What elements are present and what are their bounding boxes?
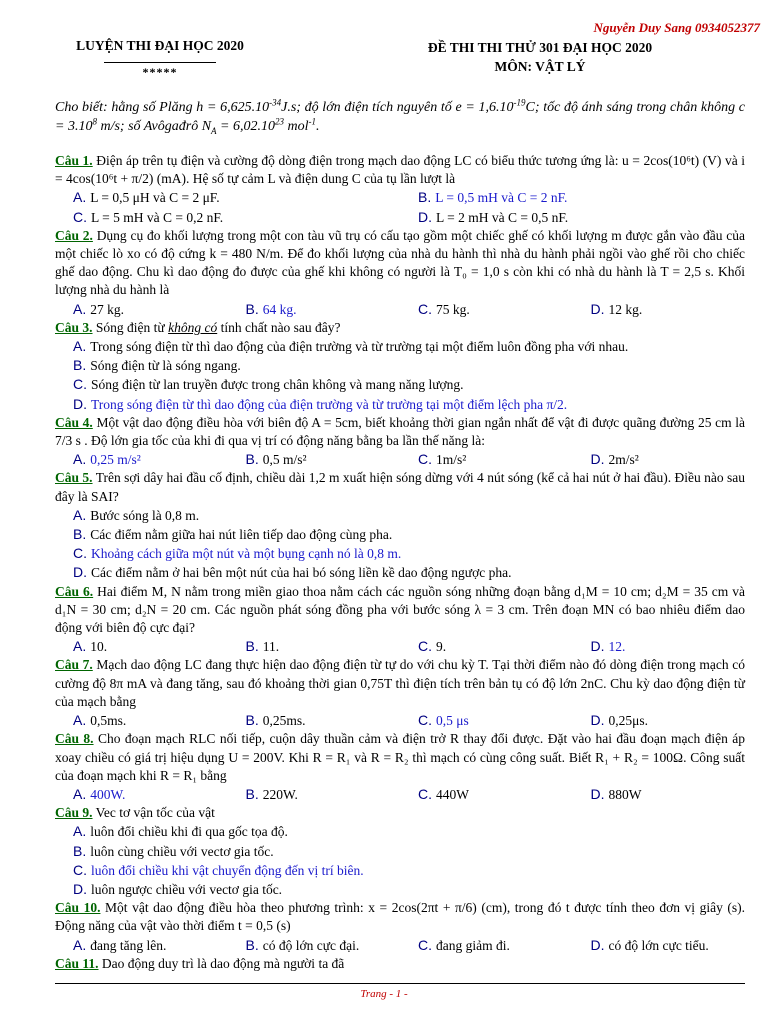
constants-note: Cho biết: hằng số Plăng $h = 6,625.10^{-34}J.s$; độ lớn điện tích nguyên tố $e = 1,6.10^{-19}C$; tốc độ ánh sáng trong chân không $c = 3.10^8$ m/s; số Avôgađrô $N_A = 6,02.10^{23}$ mol$^{-1}$. bbox=[55, 97, 745, 136]
option-letter: D. bbox=[590, 638, 605, 655]
option-b[interactable] bbox=[228, 300, 401, 319]
option-c[interactable] bbox=[400, 936, 573, 955]
option-letter: B. bbox=[245, 300, 259, 317]
question-text: Mạch dao động LC đang thực hiện dao động điện từ tự do với chu kỳ T. Tại thời điểm nào đó dòng điện trong mạch có cường độ 8π mA và đang tăng, sau đó khoảng thời gian 0,75T thì điện tích trên bản tụ có độ lớn 2nC. Chu kỳ dao động điện từ của mạch bằng bbox=[55, 657, 745, 709]
option-a[interactable] bbox=[55, 300, 228, 319]
options-row bbox=[55, 637, 745, 656]
option-c[interactable] bbox=[55, 861, 745, 880]
option-letter: B. bbox=[73, 357, 87, 374]
option-text: luôn đổi chiều khi vật chuyển động đến vị trí biên. bbox=[91, 862, 364, 878]
option-text: L = 5 mH và C = 0,2 nF. bbox=[91, 209, 224, 225]
question-9 bbox=[55, 804, 745, 822]
option-letter: A. bbox=[73, 300, 87, 317]
option-b[interactable] bbox=[228, 785, 401, 804]
option-c[interactable] bbox=[55, 375, 745, 394]
option-a[interactable] bbox=[55, 936, 228, 955]
option-c[interactable] bbox=[400, 300, 573, 319]
option-letter: A. bbox=[73, 712, 87, 729]
option-a[interactable] bbox=[55, 506, 745, 525]
question-text: Một vật dao động điều hòa theo phương trình: x = 2cos(2πt + π/6) (cm), trong đó t được tính theo đơn vị giây (s). Động năng của vật vào thời điểm t = 0,5 (s) bbox=[55, 900, 745, 934]
question-label: Câu 5. bbox=[55, 470, 93, 486]
option-d[interactable] bbox=[573, 300, 746, 319]
option-text: Bước sóng là 0,8 m. bbox=[90, 507, 200, 523]
option-a[interactable] bbox=[55, 711, 228, 730]
option-b[interactable] bbox=[400, 188, 745, 207]
option-text: 2m/s² bbox=[608, 452, 639, 468]
question-label: Câu 1. bbox=[55, 153, 93, 168]
option-letter: B. bbox=[418, 189, 432, 206]
option-b[interactable] bbox=[228, 936, 401, 955]
question-label: Câu 6. bbox=[55, 583, 94, 599]
option-text: 0,5ms. bbox=[90, 713, 127, 729]
question-text: Vec tơ vận tốc của vật bbox=[95, 805, 215, 821]
question-label: Câu 2. bbox=[55, 227, 93, 243]
option-text: luôn đổi chiều khi đi qua gốc tọa độ. bbox=[90, 824, 288, 840]
option-d[interactable] bbox=[573, 450, 746, 469]
option-text: 220W. bbox=[262, 786, 298, 802]
option-text: 0,5 m/s² bbox=[262, 452, 307, 468]
option-letter: D. bbox=[590, 936, 605, 953]
option-c[interactable] bbox=[400, 450, 573, 469]
question-11 bbox=[55, 955, 745, 973]
option-letter: A. bbox=[73, 785, 87, 802]
question-label: Câu 10. bbox=[55, 900, 101, 916]
question-2 bbox=[55, 227, 745, 300]
question-list bbox=[55, 152, 745, 973]
options-row bbox=[55, 300, 745, 319]
question-5 bbox=[55, 469, 745, 505]
option-c[interactable] bbox=[400, 637, 573, 656]
option-text: Trong sóng điện từ thì dao động của điện trường và từ trường tại một điểm lệch pha π/2. bbox=[91, 396, 568, 412]
option-letter: B. bbox=[245, 785, 259, 802]
option-text: 440W bbox=[436, 786, 469, 802]
option-letter: C. bbox=[418, 936, 432, 953]
option-text: 64 kg. bbox=[262, 301, 297, 317]
question-6 bbox=[55, 583, 745, 638]
option-letter: D. bbox=[73, 564, 87, 581]
option-a[interactable] bbox=[55, 637, 228, 656]
question-text: Hai điểm M, N nằm trong miền giao thoa nằm cách các nguồn sóng những đoạn bằng d₁M = 10 cm; d₂M = 35 cm và d₁N = 30 cm; d₂N = 20 cm. Các nguồn phát sóng đồng pha với bước sóng λ = 3 cm. Trên đoạn MN có bao nhiêu điểm dao động với biên độ cực đại? bbox=[55, 583, 745, 636]
question-text: Sóng điện từ bbox=[95, 319, 169, 335]
option-text: 12 kg. bbox=[608, 301, 643, 317]
option-letter: C. bbox=[73, 545, 87, 562]
option-text: 75 kg. bbox=[436, 301, 470, 317]
option-c[interactable] bbox=[55, 208, 400, 227]
option-letter: B. bbox=[245, 638, 259, 655]
author-credit: Nguyễn Duy Sang 0934052377 bbox=[593, 20, 760, 35]
options-row bbox=[55, 450, 745, 469]
question-text: Dụng cụ đo khối lượng trong một con tàu vũ trụ có cấu tạo gồm một chiếc ghế có khối lượng m được gắn vào đầu của một chiếc lò xo có độ cứng k = 480 N/m. Để đo khối lượng của nhà du hành thì nhà du hành phải ngồi vào ghế rồi cho chiếc ghế dao động. Chu kì dao động đo được của ghế khi không có người là T₀ = 1,0 s còn khi có nhà du hành là T = 2,5 s. Khối lượng nhà du hành là bbox=[55, 227, 745, 298]
option-letter: B. bbox=[245, 451, 259, 468]
option-text: Sóng điện từ lan truyền được trong chân không và mang năng lượng. bbox=[91, 377, 464, 393]
option-a[interactable] bbox=[55, 188, 400, 207]
question-text: Trên sợi dây hai đầu cố định, chiều dài 1,2 m xuất hiện sóng dừng với 4 nút sóng (kể cả hai nút ở hai đầu). Điều nào sau đây là SAI? bbox=[55, 470, 745, 504]
option-letter: D. bbox=[590, 300, 605, 317]
option-text: Các điểm nằm ở hai bên một nút của hai bó sóng liền kề dao động ngược pha. bbox=[91, 565, 512, 581]
option-letter: C. bbox=[418, 785, 432, 802]
option-d[interactable] bbox=[55, 395, 745, 414]
option-letter: A. bbox=[73, 189, 87, 206]
options-row bbox=[55, 711, 745, 730]
page-number: Trang - 1 - bbox=[360, 988, 408, 1000]
question-text: Cho đoạn mạch RLC nối tiếp, cuộn dây thuần cảm và điện trở R thay đổi được. Đặt vào hai đầu đoạn mạch điện áp xoay chiều có giá trị hiệu dụng U = 200V. Khi R = R₁ và R = R₂ thì mạch có cùng công suất. Biết R₁ + R₂ = 100Ω. Công suất của đoạn mạch khi R = R₁ bằng bbox=[55, 731, 746, 783]
question-emphasis: không có bbox=[168, 319, 218, 335]
option-text: L = 0,5 μH và C = 2 μF. bbox=[90, 190, 220, 206]
option-text: 12. bbox=[608, 639, 626, 655]
question-8 bbox=[55, 730, 745, 785]
option-letter: D. bbox=[590, 785, 605, 802]
option-text: L = 2 mH và C = 0,5 nF. bbox=[436, 209, 569, 225]
question-label: Câu 4. bbox=[55, 414, 93, 430]
option-letter: B. bbox=[73, 842, 87, 859]
option-text: 1m/s² bbox=[436, 452, 467, 468]
option-b[interactable] bbox=[228, 637, 401, 656]
option-b[interactable] bbox=[55, 842, 745, 861]
option-text: Các điểm nằm giữa hai nút liên tiếp dao động cùng pha. bbox=[90, 527, 393, 543]
header-left bbox=[70, 38, 250, 80]
option-letter: A. bbox=[73, 638, 87, 655]
option-letter: A. bbox=[73, 506, 87, 523]
option-letter: C. bbox=[73, 376, 87, 393]
option-text: Sóng điện từ là sóng ngang. bbox=[90, 358, 241, 374]
option-letter: A. bbox=[73, 936, 87, 953]
option-a[interactable] bbox=[55, 822, 745, 841]
question-label: Câu 9. bbox=[55, 805, 93, 821]
option-text: 0,25 m/s² bbox=[90, 452, 141, 468]
option-letter: C. bbox=[418, 712, 432, 729]
options-row bbox=[55, 936, 745, 955]
options-row bbox=[55, 785, 745, 804]
option-d[interactable] bbox=[55, 563, 745, 582]
divider bbox=[104, 62, 216, 63]
question-3 bbox=[55, 319, 745, 337]
option-text: Khoảng cách giữa một nút và một bụng cạnh nó là 0,8 m. bbox=[91, 546, 402, 562]
option-text: đang giảm đi. bbox=[436, 937, 510, 953]
option-letter: D. bbox=[73, 880, 87, 897]
question-label: Câu 11. bbox=[55, 955, 99, 971]
option-c[interactable] bbox=[400, 711, 573, 730]
header-right bbox=[370, 38, 710, 76]
options-row bbox=[55, 208, 745, 227]
option-letter: B. bbox=[245, 936, 259, 953]
options-row bbox=[55, 188, 745, 207]
option-d[interactable] bbox=[573, 936, 746, 955]
option-b[interactable] bbox=[55, 356, 745, 375]
option-letter: C. bbox=[73, 208, 87, 225]
option-letter: D. bbox=[418, 208, 432, 225]
question-text: Một vật dao động điều hòa với biên độ A = 5cm, biết khoảng thời gian ngắn nhất để vật đi được quãng đường 25 cm là 7/3 s . Độ lớn gia tốc của khi đi qua vị trí có động năng bằng ba lần thế năng là: bbox=[55, 414, 745, 449]
question-label: Câu 8. bbox=[55, 731, 94, 747]
option-text: 880W bbox=[608, 786, 642, 802]
footer-divider bbox=[55, 983, 745, 984]
option-letter: C. bbox=[418, 451, 432, 468]
option-letter: A. bbox=[73, 451, 87, 468]
question-text: Điện áp trên tụ điện và cường độ dòng điện trong mạch dao động LC có biểu thức tương ứng là: u = 2cos(10⁶t) (V) và i = 4cos(10⁶t + π/2) (mA). Hệ số tự cảm L và điện dung C của tụ lần lượt là bbox=[55, 153, 746, 187]
option-letter: D. bbox=[590, 451, 605, 468]
option-text: Trong sóng điện từ thì dao động của điện trường và từ trường tại một điểm luôn đồng pha với nhau. bbox=[90, 339, 629, 355]
option-text: có độ lớn cực đại. bbox=[262, 937, 360, 953]
option-c[interactable] bbox=[55, 544, 745, 563]
option-d[interactable] bbox=[573, 785, 746, 804]
option-b[interactable] bbox=[228, 711, 401, 730]
option-a[interactable] bbox=[55, 337, 745, 356]
option-letter: D. bbox=[73, 395, 87, 412]
option-d[interactable] bbox=[55, 880, 745, 899]
option-text: 400W. bbox=[90, 786, 126, 802]
option-a[interactable] bbox=[55, 450, 228, 469]
exam-title: ĐỀ THI THI THỬ 301 ĐẠI HỌC 2020 bbox=[427, 40, 653, 55]
option-text: có độ lớn cực tiểu. bbox=[608, 937, 709, 953]
question-7 bbox=[55, 656, 745, 711]
option-letter: B. bbox=[245, 712, 259, 729]
option-text: 0,5 μs bbox=[436, 713, 469, 729]
question-label: Câu 7. bbox=[55, 657, 93, 673]
stars-ornament: ***** bbox=[142, 65, 178, 79]
option-letter: A. bbox=[73, 823, 87, 840]
option-letter: C. bbox=[418, 638, 432, 655]
option-text: 11. bbox=[262, 639, 280, 655]
option-text: 0,25ms. bbox=[262, 713, 306, 729]
option-text: 10. bbox=[90, 639, 108, 655]
option-b[interactable] bbox=[55, 525, 745, 544]
question-10 bbox=[55, 899, 745, 935]
option-letter: C. bbox=[418, 300, 432, 317]
option-text: luôn cùng chiều với vectơ gia tốc. bbox=[90, 843, 274, 859]
option-d[interactable] bbox=[573, 711, 746, 730]
exam-subject: MÔN: VẬT LÝ bbox=[494, 59, 586, 74]
option-letter: A. bbox=[73, 338, 87, 355]
option-letter: D. bbox=[590, 712, 605, 729]
option-letter: B. bbox=[73, 526, 87, 543]
question-label: Câu 3. bbox=[55, 319, 93, 335]
question-text: Dao động duy trì là dao động mà người ta đã bbox=[101, 955, 345, 971]
option-text: luôn ngược chiều với vectơ gia tốc. bbox=[91, 881, 283, 897]
question-text: tính chất nào sau đây? bbox=[217, 319, 341, 335]
question-4 bbox=[55, 414, 745, 450]
option-text: 0,25μs. bbox=[608, 713, 648, 729]
option-b[interactable] bbox=[228, 450, 401, 469]
option-text: 9. bbox=[436, 639, 447, 655]
option-a[interactable] bbox=[55, 785, 228, 804]
course-title: LUYỆN THI ĐẠI HỌC 2020 bbox=[76, 38, 244, 53]
option-text: 27 kg. bbox=[90, 301, 124, 317]
option-d[interactable] bbox=[573, 637, 746, 656]
option-text: L = 0,5 mH và C = 2 nF. bbox=[435, 190, 568, 206]
question-1 bbox=[55, 152, 745, 188]
option-c[interactable] bbox=[400, 785, 573, 804]
option-letter: C. bbox=[73, 861, 87, 878]
option-d[interactable] bbox=[400, 208, 745, 227]
option-text: đang tăng lên. bbox=[90, 937, 167, 953]
